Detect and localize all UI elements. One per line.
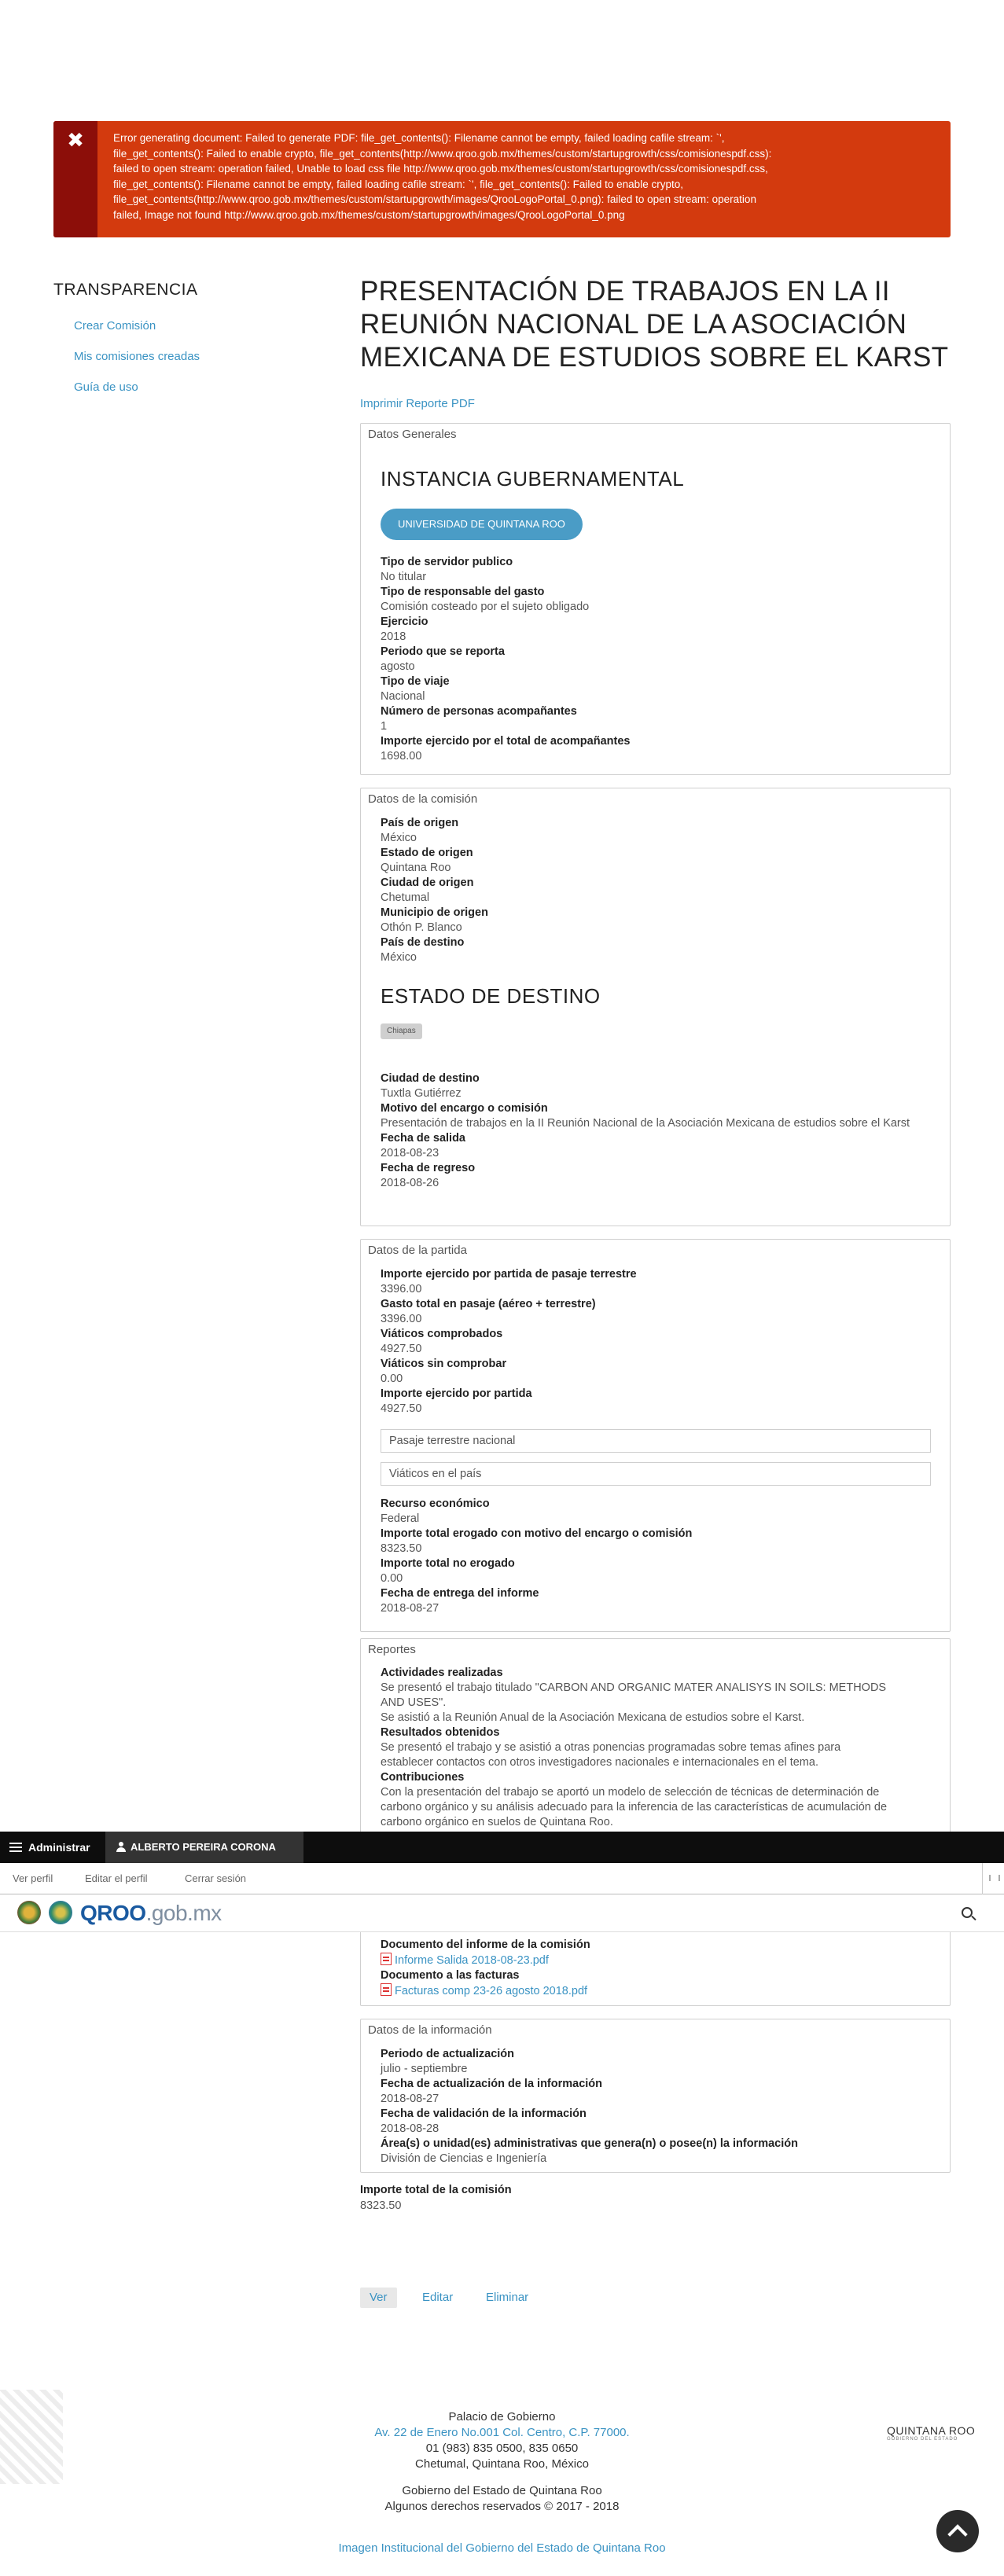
field-value: Se asistió a la Reunión Anual de la Asociación Mexicana de estudios sobre el Karst. xyxy=(381,1711,805,1724)
field-label: Fecha de actualización de la información xyxy=(381,2078,603,2090)
user-icon xyxy=(116,1842,126,1852)
field-label: Fecha de entrega del informe xyxy=(381,1587,539,1600)
field-label: Importe total erogado con motivo del encargo o comisión xyxy=(381,1527,693,1540)
admin-toolbar xyxy=(0,1832,1004,1863)
field-label: Viáticos comprobados xyxy=(381,1328,503,1340)
total-value: 8323.50 xyxy=(360,2199,402,2212)
field-value: División de Ciencias e Ingeniería xyxy=(381,2152,547,2165)
error-line: file_get_contents(): Filename cannot be empty, failed loading cafile stream: `', file_get_contents(): Failed to enable crypto, xyxy=(113,178,683,190)
admin-menu-button[interactable] xyxy=(0,1832,90,1863)
field-value: 3396.00 xyxy=(381,1313,422,1325)
footer-city: Chetumal, Quintana Roo, México xyxy=(415,2457,589,2471)
field-value: 2018 xyxy=(381,630,406,643)
field-label: Motivo del encargo o comisión xyxy=(381,1102,548,1115)
field-value: carbono orgánico en suelos de Quintana Roo. xyxy=(381,1816,613,1828)
admin-user-button[interactable] xyxy=(105,1832,303,1863)
search-icon[interactable] xyxy=(962,1907,973,1918)
field-value: Con la presentación del trabajo se aportó un modelo de selección de técnicas de determinación de xyxy=(381,1786,880,1799)
partida-item: Pasaje terrestre nacional xyxy=(381,1429,931,1453)
field-value: 2018-08-27 xyxy=(381,1602,439,1615)
field-label: Fecha de regreso xyxy=(381,1162,476,1174)
tray-orientation-toggle[interactable] xyxy=(982,1863,1004,1894)
field-value: establecer contactos con otros investigadores nacionales e internacionales en el tema. xyxy=(381,1756,818,1769)
site-header xyxy=(0,1894,1004,1932)
field-label: Tipo de viaje xyxy=(381,675,450,688)
footer-gov: Gobierno del Estado de Quintana Roo xyxy=(402,2484,602,2497)
field-value: 0.00 xyxy=(381,1373,403,1385)
footer-phones: 01 (983) 835 0500, 835 0650 xyxy=(425,2442,579,2455)
field-value: 1 xyxy=(381,720,388,733)
sidebar-item-guia[interactable]: Guía de uso xyxy=(74,380,138,394)
field-value: Tuxtla Gutiérrez xyxy=(381,1087,462,1100)
field-label: Fecha de salida xyxy=(381,1132,465,1145)
pdf-file-icon xyxy=(381,1983,392,1996)
field-label: Importe ejercido por partida xyxy=(381,1387,532,1400)
field-label: Periodo que se reporta xyxy=(381,645,505,658)
close-icon: ✖ xyxy=(67,128,84,152)
field-label: Importe ejercido por el total de acompañantes xyxy=(381,735,631,748)
tray-cerrar-sesion[interactable]: Cerrar sesión xyxy=(185,1872,247,1884)
tray-editar-perfil[interactable]: Editar el perfil xyxy=(85,1872,148,1884)
fieldset-legend: Datos de la partida xyxy=(368,1244,467,1257)
footer-rights: Algunos derechos reservados © 2017 - 2018 xyxy=(384,2500,620,2513)
tray-ver-perfil[interactable]: Ver perfil xyxy=(13,1872,53,1884)
field-value: 4927.50 xyxy=(381,1343,422,1355)
field-value: Comisión costeado por el sujeto obligado xyxy=(381,601,590,613)
facturas-file-link[interactable]: Facturas comp 23-26 agosto 2018.pdf xyxy=(395,1985,588,1997)
field-label: Importe ejercido por partida de pasaje terrestre xyxy=(381,1268,637,1281)
datos-comision-fieldset xyxy=(360,788,951,1226)
field-label: Actividades realizadas xyxy=(381,1666,503,1679)
field-value: No titular xyxy=(381,571,427,583)
fieldset-legend: Datos de la comisión xyxy=(368,792,478,806)
field-label: Periodo de actualización xyxy=(381,2048,515,2060)
tab-ver[interactable]: Ver xyxy=(360,2288,397,2308)
footer-brand-sub: GOBIERNO DEL ESTADO xyxy=(887,2437,958,2442)
field-label: Recurso económico xyxy=(381,1497,490,1510)
tab-eliminar[interactable]: Eliminar xyxy=(486,2291,529,2304)
admin-user-name: ALBERTO PEREIRA CORONA xyxy=(131,1841,276,1853)
field-value: Nacional xyxy=(381,690,425,703)
field-value: 2018-08-27 xyxy=(381,2093,439,2105)
footer-brand-logo: QUINTANA ROO xyxy=(887,2424,976,2437)
field-value: Se presentó el trabajo y se asistió a otras ponencias programadas sobre temas afines para xyxy=(381,1741,841,1754)
field-value: Se presentó el trabajo titulado "CARBON AND ORGANIC MATER ANALISYS IN SOILS: METHODS xyxy=(381,1681,887,1694)
reportes-fieldset xyxy=(360,1638,951,1843)
field-label: Tipo de servidor publico xyxy=(381,556,513,568)
field-value: Federal xyxy=(381,1512,420,1525)
field-value: julio - septiembre xyxy=(381,2063,468,2075)
field-label: Viáticos sin comprobar xyxy=(381,1358,507,1370)
error-text xyxy=(113,130,939,222)
tree-logo-icon xyxy=(49,1901,72,1924)
field-value: Chetumal xyxy=(381,891,430,904)
field-label: Tipo de responsable del gasto xyxy=(381,586,545,598)
field-value: México xyxy=(381,951,417,964)
field-label: Fecha de validación de la información xyxy=(381,2107,587,2120)
field-value: carbono orgánico y su análisis adecuado para la inferencia de las características de acumulación de xyxy=(381,1801,888,1813)
estado-destino-tag[interactable]: Chiapas xyxy=(381,1023,422,1039)
footer-palacio: Palacio de Gobierno xyxy=(448,2410,556,2423)
pdf-file-icon xyxy=(381,1953,392,1965)
fieldset-legend: Datos de la información xyxy=(368,2023,492,2037)
site-logo[interactable] xyxy=(80,1901,222,1926)
page-title: PRESENTACIÓN DE TRABAJOS EN LA II REUNIÓN NACIONAL DE LA ASOCIACIÓN MEXICANA DE ESTUDIOS SOBRE EL KARST xyxy=(360,276,949,373)
field-label: País de destino xyxy=(381,936,465,949)
field-label: Resultados obtenidos xyxy=(381,1726,500,1739)
field-label: Área(s) o unidad(es) administrativas que genera(n) o posee(n) la información xyxy=(381,2137,798,2150)
admin-menu-label: Administrar xyxy=(28,1841,90,1854)
field-label: Ciudad de origen xyxy=(381,876,474,889)
fieldset-legend: Datos Generales xyxy=(368,428,457,441)
field-label: Importe total no erogado xyxy=(381,1557,515,1570)
field-label: Documento del informe de la comisión xyxy=(381,1938,590,1951)
error-line: failed to open stream: operation failed, Unable to load css file http://www.qroo.gob.mx/themes/custom/startupgrowth/css/comisionespdf.css, xyxy=(113,163,768,175)
field-value: 4927.50 xyxy=(381,1402,422,1415)
error-line: Error generating document: Failed to generate PDF: file_get_contents(): Filename cannot be empty, failed loading cafile stream: `', xyxy=(113,132,725,144)
field-value: Othón P. Blanco xyxy=(381,921,462,934)
field-label: Municipio de origen xyxy=(381,906,488,919)
field-value: 3396.00 xyxy=(381,1283,422,1295)
field-label: Gasto total en pasaje (aéreo + terrestre) xyxy=(381,1298,596,1310)
field-value: Presentación de trabajos en la II Reunión Nacional de la Asociación Mexicana de estudios sobre el Karst xyxy=(381,1117,910,1130)
partida-item: Viáticos en el país xyxy=(381,1462,931,1486)
fieldset-legend: Reportes xyxy=(368,1643,416,1656)
sidebar-item-crear-comision[interactable]: Crear Comisión xyxy=(74,319,156,333)
total-label: Importe total de la comisión xyxy=(360,2184,512,2196)
field-label: Contribuciones xyxy=(381,1771,465,1784)
field-value: 8323.50 xyxy=(381,1542,422,1555)
sidebar-title: TRANSPARENCIA xyxy=(53,281,198,299)
instancia-badge[interactable]: UNIVERSIDAD DE QUINTANA ROO xyxy=(381,509,583,540)
informe-file-link[interactable]: Informe Salida 2018-08-23.pdf xyxy=(395,1954,549,1967)
menu-icon xyxy=(9,1843,22,1852)
datos-generales-fieldset xyxy=(360,423,951,775)
footer-institutional-link[interactable]: Imagen Institucional del Gobierno del Estado de Quintana Roo xyxy=(338,2541,666,2555)
error-line: failed, Image not found http://www.qroo.gob.mx/themes/custom/startupgrowth/images/QrooLogoPortal_0.png xyxy=(113,208,625,221)
instancia-heading: INSTANCIA GUBERNAMENTAL xyxy=(381,467,685,491)
tab-editar[interactable]: Editar xyxy=(422,2291,454,2304)
field-label: Documento a las facturas xyxy=(381,1969,520,1982)
estado-destino-heading: ESTADO DE DESTINO xyxy=(381,984,601,1008)
field-value: agosto xyxy=(381,660,415,673)
state-seal-icon xyxy=(17,1901,41,1924)
field-label: Estado de origen xyxy=(381,847,473,859)
logo-main: QROO xyxy=(80,1901,146,1925)
error-line: file_get_contents(http://www.qroo.gob.mx/themes/custom/startupgrowth/images/QrooLogoPortal_0.png): failed to open stream: operation xyxy=(113,193,756,205)
error-icon-panel xyxy=(53,121,97,237)
field-label: Ejercicio xyxy=(381,616,428,628)
field-value: 1698.00 xyxy=(381,750,422,763)
field-value: 0.00 xyxy=(381,1572,403,1585)
footer-address-link[interactable]: Av. 22 de Enero No.001 Col. Centro, C.P. 77000. xyxy=(374,2426,630,2439)
error-message xyxy=(53,121,951,237)
field-value: 2018-08-26 xyxy=(381,1177,439,1189)
field-value: 2018-08-28 xyxy=(381,2122,439,2135)
field-label: Número de personas acompañantes xyxy=(381,705,577,718)
sidebar-item-mis-comisiones[interactable]: Mis comisiones creadas xyxy=(74,350,200,363)
field-label: País de origen xyxy=(381,817,459,829)
field-value: México xyxy=(381,832,417,844)
scroll-to-top-button[interactable] xyxy=(936,2510,979,2552)
datos-partida-fieldset xyxy=(360,1239,951,1632)
print-pdf-link[interactable]: Imprimir Reporte PDF xyxy=(360,397,475,410)
field-value: Quintana Roo xyxy=(381,862,451,874)
admin-tray xyxy=(0,1863,1004,1894)
field-value: AND USES". xyxy=(381,1696,447,1709)
field-label: Ciudad de destino xyxy=(381,1072,480,1085)
field-value: 2018-08-23 xyxy=(381,1147,439,1159)
logo-rest: .gob.mx xyxy=(145,1901,222,1925)
error-line: file_get_contents(): Failed to enable crypto, file_get_contents(http://www.qroo.gob.mx/themes/custom/startupgrowth/css/comisionespdf.css): xyxy=(113,147,772,160)
datos-informacion-fieldset xyxy=(360,2019,951,2173)
